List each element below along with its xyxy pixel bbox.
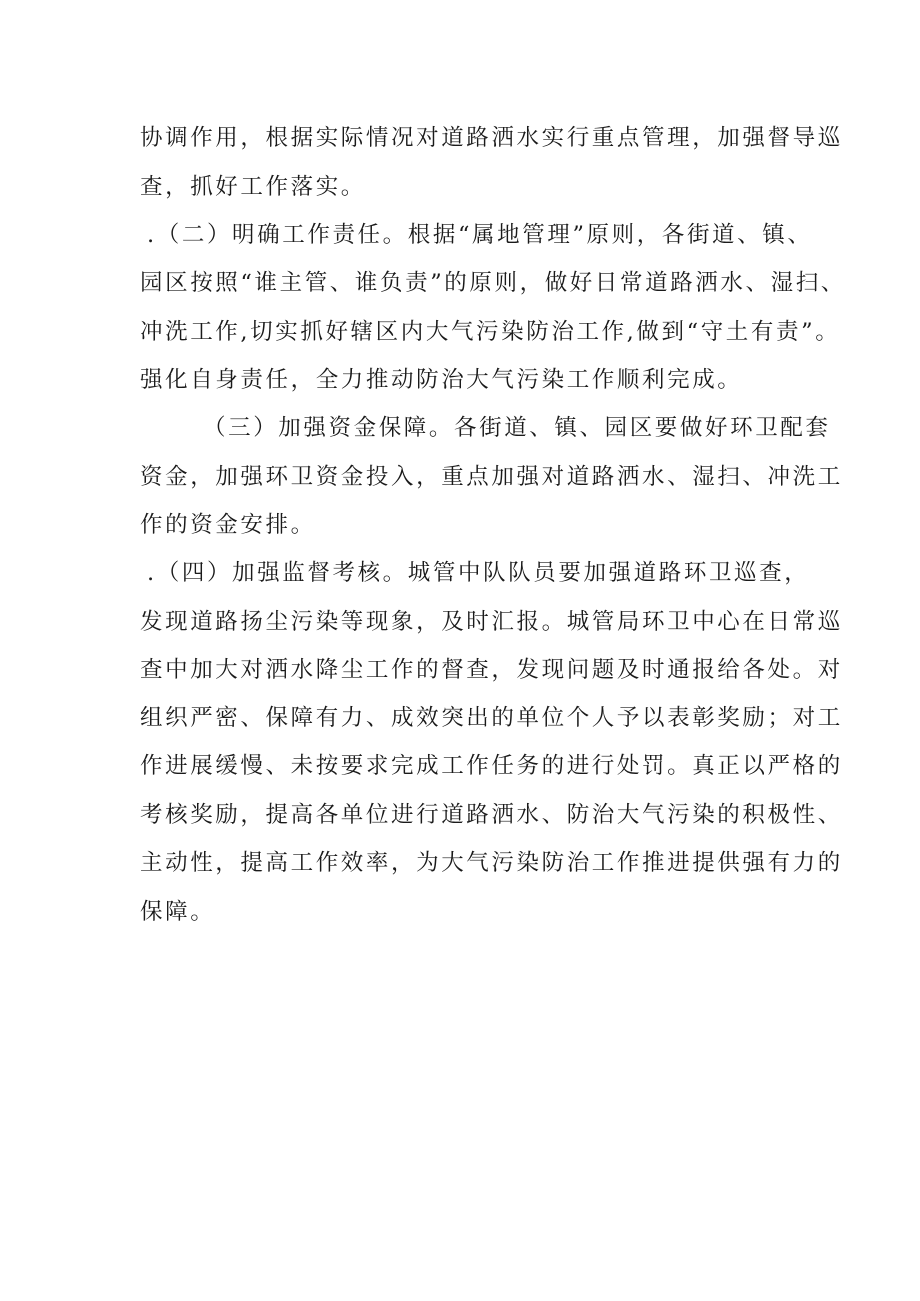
text-line: 查中加大对洒水降尘工作的督查，发现问题及时通报给各处。对 [140,657,843,683]
text-line: 作进展缓慢、未按要求完成工作任务的进行处罚。真正以严格的 [140,753,843,779]
text-line: .（四）加强监督考核。城管中队队员要加强道路环卫巡查， [147,560,810,586]
text-line: 查，抓好工作落实。 [140,174,366,200]
text-line: 强化自身责任，全力推动防治大气污染工作顺利完成。 [140,367,743,393]
text-line: 园区按照“谁主管、谁负责”的原则，做好日常道路洒水、湿扫、 [140,270,846,296]
text-line: 主动性，提高工作效率，为大气污染防治工作推进提供强有力的 [140,850,843,876]
text-line: （三）加强资金保障。各街道、镇、园区要做好环卫配套 [203,415,831,441]
text-line: 考核奖励，提高各单位进行道路洒水、防治大气污染的积极性、 [140,802,843,828]
text-line: .（二）明确工作责任。根据“属地管理”原则，各街道、镇、 [147,222,813,248]
text-line: 作的资金安排。 [140,512,316,538]
text-line: 组织严密、保障有力、成效突出的单位个人予以表彰奖励；对工 [140,705,843,731]
text-line: 保障。 [140,899,216,925]
text-line: 资金，加强环卫资金投入，重点加强对道路洒水、湿扫、冲洗工 [140,464,843,490]
text-line: 发现道路扬尘污染等现象，及时汇报。城管局环卫中心在日常巡 [140,609,843,635]
text-line: 冲洗工作,切实抓好辖区内大气污染防治工作,做到“守土有责”。 [140,319,841,345]
text-line: 协调作用，根据实际情况对道路洒水实行重点管理，加强督导巡 [140,125,843,151]
